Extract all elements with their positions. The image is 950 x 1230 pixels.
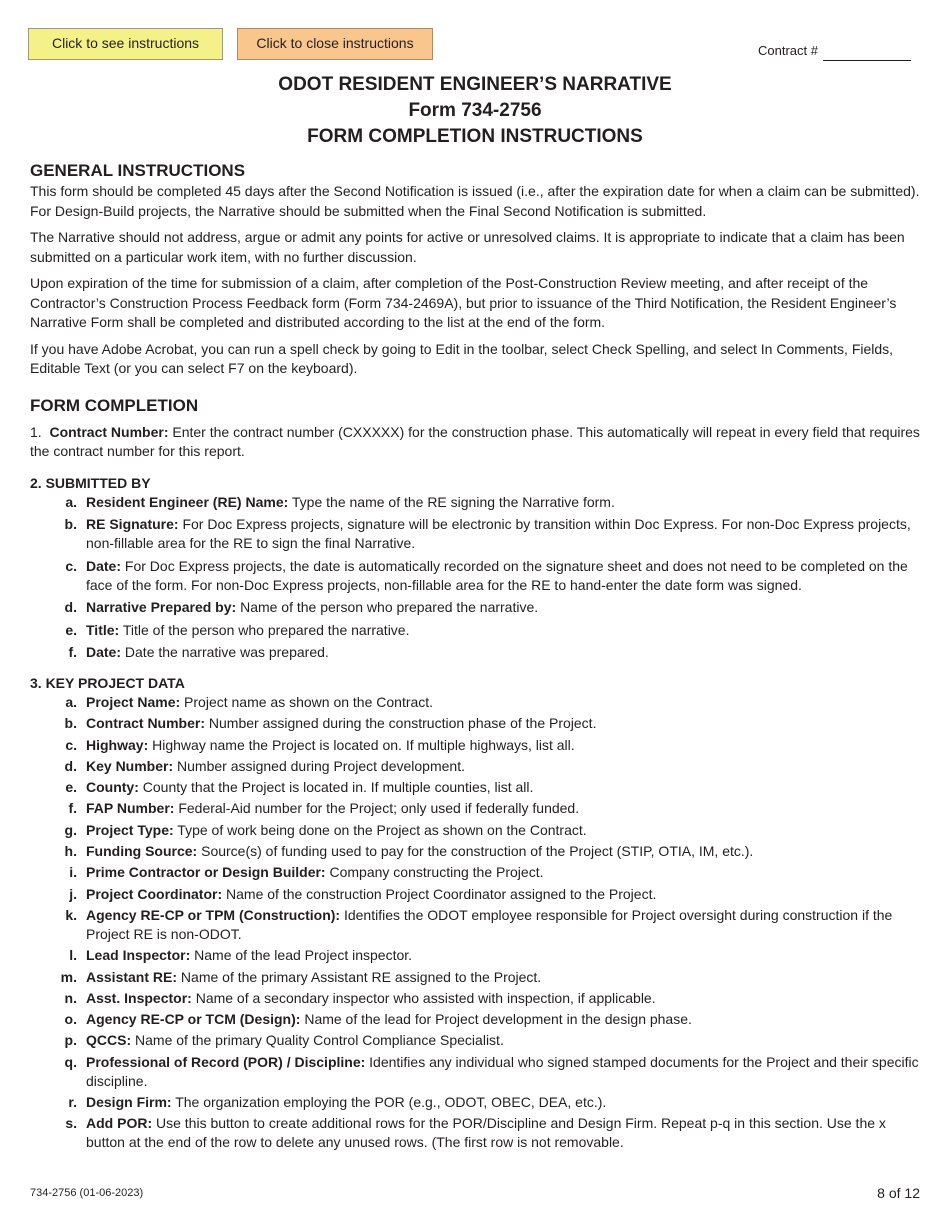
item-term: Funding Source: <box>86 843 198 860</box>
item-text: Date the narrative was prepared. <box>121 644 329 660</box>
contract-label: Contract # <box>758 43 818 58</box>
title-line-3: FORM COMPLETION INSTRUCTIONS <box>307 126 643 147</box>
submitted-by-list <box>30 493 922 663</box>
key-project-data-heading: 3. KEY PROJECT DATA <box>30 675 185 691</box>
item-letter: o. <box>64 1011 77 1028</box>
item-letter: m. <box>60 968 77 985</box>
list-item <box>30 1010 922 1029</box>
item-letter: b. <box>64 715 77 732</box>
item-letter: g. <box>64 821 77 838</box>
see-instructions-button[interactable]: Click to see instructions <box>28 28 223 60</box>
item-letter: e. <box>65 621 77 638</box>
list-item <box>30 1053 922 1091</box>
item-text: Name of the primary Quality Control Compliance Specialist. <box>131 1032 504 1049</box>
item-text: Identifies any individual who signed stamped documents for the Project and their specific discipline. <box>86 1053 919 1089</box>
title-line-2: Form 734-2756 <box>408 100 542 121</box>
item-text: Source(s) of funding used to pay for the construction of the Project (STIP, OTIA, IM, etc.). <box>197 843 754 860</box>
item-term: Title: <box>86 621 120 638</box>
item-text: The organization employing the POR (e.g., ODOT, OBEC, DEA, etc.). <box>171 1094 607 1111</box>
item-term: FAP Number: <box>86 800 175 817</box>
item-text: Use this button to create additional rows for the POR/Discipline and Design Firm. Repeat p-q in this section. Use the x button at the end of the row to delete any unused rows. (The first row is not removable. <box>86 1115 886 1151</box>
item-text: Name of a secondary inspector who assisted with inspection, if applicable. <box>191 989 656 1006</box>
form-id: 734-2756 (01-06-2023) <box>30 1187 144 1199</box>
list-item <box>30 1031 922 1050</box>
submitted-by-heading: 2. SUBMITTED BY <box>30 474 151 491</box>
item-term: Date: <box>86 644 122 660</box>
item-text: Enter the contract number (CXXXXX) for the construction phase. This automatically will repeat in every field that requires the contract number for this report. <box>30 423 920 459</box>
list-item <box>30 714 922 733</box>
list-item <box>30 515 922 553</box>
key-project-data-list <box>30 693 922 1152</box>
item-term: Design Firm: <box>86 1094 172 1111</box>
item-letter: c. <box>65 736 77 753</box>
list-item <box>30 906 922 944</box>
item-text: Project name as shown on the Contract. <box>180 694 434 710</box>
list-item <box>30 1093 922 1112</box>
list-item <box>30 946 922 965</box>
list-item <box>30 693 922 712</box>
item-text: County that the Project is located in. If multiple counties, list all. <box>138 779 534 796</box>
list-item <box>30 778 922 797</box>
item-term: Agency RE-CP or TCM (Design): <box>86 1011 301 1028</box>
item-text: Name of the construction Project Coordinator assigned to the Project. <box>222 885 657 902</box>
item-term: Project Coordinator: <box>86 885 223 902</box>
item-term: Narrative Prepared by: <box>86 599 237 615</box>
item-term: Key Number: <box>86 757 174 774</box>
item-letter: j. <box>69 885 77 902</box>
item-text: Highway name the Project is located on. If multiple highways, list all. <box>148 736 575 753</box>
general-instructions-heading: GENERAL INSTRUCTIONS <box>30 161 246 180</box>
item-letter: f. <box>68 644 77 660</box>
item-term: Agency RE-CP or TPM (Construction): <box>86 906 341 923</box>
item-term: Resident Engineer (RE) Name: <box>86 493 289 510</box>
list-item <box>30 799 922 818</box>
title-line-1: ODOT RESIDENT ENGINEER’S NARRATIVE <box>278 74 672 95</box>
list-item <box>30 989 922 1008</box>
item-letter: a. <box>65 493 77 510</box>
item-contract-number <box>30 423 922 462</box>
item-letter: e. <box>65 779 77 796</box>
list-item <box>30 757 922 776</box>
instructions-body <box>30 160 922 1155</box>
item-term: QCCS: <box>86 1032 132 1049</box>
list-item <box>30 621 922 640</box>
item-term: County: <box>86 779 139 796</box>
page-title <box>0 72 950 150</box>
list-item <box>30 598 922 617</box>
page-number: 8 of 12 <box>877 1185 920 1201</box>
item-letter: k. <box>65 906 77 923</box>
item-number: 1. <box>30 423 42 440</box>
item-text: Type of work being done on the Project as shown on the Contract. <box>173 821 587 838</box>
item-letter: b. <box>64 516 77 532</box>
item-text: Name of the lead Project inspector. <box>190 947 413 964</box>
general-paragraph: The Narrative should not address, argue or admit any points for active or unresolved claims. It is appropriate to indicate that a claim has been submitted on a particular work item, with no further discussion. <box>30 229 905 265</box>
item-letter: r. <box>68 1094 77 1111</box>
item-text: Federal-Aid number for the Project; only used if federally funded. <box>174 800 580 817</box>
item-letter: s. <box>65 1115 77 1132</box>
contract-number-field[interactable] <box>823 60 911 61</box>
item-term: Add POR: <box>86 1115 153 1132</box>
item-letter: p. <box>64 1032 77 1049</box>
item-term: Assistant RE: <box>86 968 178 985</box>
item-letter: i. <box>69 864 77 881</box>
item-text: For Doc Express projects, the date is automatically recorded on the signature sheet and does not need to be completed on the face of the form. For non-Doc Express projects, non-fillable area for the RE to hand-enter the date form was signed. <box>86 557 908 593</box>
list-item <box>30 643 922 662</box>
item-letter: n. <box>64 989 77 1006</box>
item-letter: q. <box>64 1053 77 1070</box>
item-text: Identifies the ODOT employee responsible for Project oversight during construction if the Project RE is non-ODOT. <box>86 906 893 942</box>
item-text: Name of the primary Assistant RE assigned to the Project. <box>177 968 542 985</box>
list-item <box>30 821 922 840</box>
item-term: Professional of Record (POR) / Discipline: <box>86 1053 366 1070</box>
item-term: Contract Number: <box>86 715 206 732</box>
item-letter: a. <box>65 694 77 710</box>
item-letter: h. <box>64 843 77 860</box>
form-completion-heading: FORM COMPLETION <box>30 395 199 415</box>
item-text: Company constructing the Project. <box>325 864 544 881</box>
item-term: Contract Number: <box>49 423 169 440</box>
list-item <box>30 557 922 595</box>
item-term: Date: <box>86 557 122 574</box>
list-item <box>30 842 922 861</box>
general-paragraph: If you have Adobe Acrobat, you can run a spell check by going to Edit in the toolbar, select Check Spelling, and select In Comments, Fields, Editable Text (or you can select F7 on the keyboard). <box>30 340 894 376</box>
item-letter: l. <box>69 947 77 964</box>
item-text: Name of the person who prepared the narrative. <box>236 599 539 615</box>
item-text: Number assigned during the construction phase of the Project. <box>205 715 597 732</box>
item-term: Project Name: <box>86 694 181 710</box>
item-text: Title of the person who prepared the narrative. <box>119 621 410 638</box>
item-term: Project Type: <box>86 821 174 838</box>
list-item <box>30 968 922 987</box>
list-item <box>30 885 922 904</box>
item-text: Number assigned during Project development. <box>173 757 465 774</box>
item-term: RE Signature: <box>86 516 179 532</box>
item-letter: d. <box>64 757 77 774</box>
general-paragraph: This form should be completed 45 days after the Second Notification is issued (i.e., after the expiration date for when a claim can be submitted). For Design-Build projects, the Narrative should be submitted when the Final Second Notification is submitted. <box>30 183 920 219</box>
item-text: Name of the lead for Project development in the design phase. <box>300 1011 692 1028</box>
item-term: Lead Inspector: <box>86 947 191 964</box>
list-item <box>30 493 922 512</box>
item-term: Highway: <box>86 736 149 753</box>
list-item <box>30 863 922 882</box>
item-term: Prime Contractor or Design Builder: <box>86 864 326 881</box>
item-text: Type the name of the RE signing the Narrative form. <box>288 493 615 510</box>
close-instructions-button[interactable]: Click to close instructions <box>237 28 433 60</box>
list-item <box>30 1114 922 1152</box>
item-text: For Doc Express projects, signature will be electronic by transition within Doc Express. For non-Doc Express projects, non-fillable area for the RE to sign the final Narrative. <box>86 516 911 551</box>
item-letter: d. <box>64 599 77 615</box>
item-term: Asst. Inspector: <box>86 989 192 1006</box>
item-letter: f. <box>68 800 77 817</box>
list-item <box>30 736 922 755</box>
item-letter: c. <box>65 557 77 574</box>
general-paragraph: Upon expiration of the time for submission of a claim, after completion of the Post-Construction Review meeting, and after receipt of the Contractor’s Construction Process Feedback form (Form 734-2469A), but prior to issuance of the Third Notification, the Resident Engineer’s Narrative Form shall be completed and distributed according to the list at the end of the form. <box>30 275 897 330</box>
